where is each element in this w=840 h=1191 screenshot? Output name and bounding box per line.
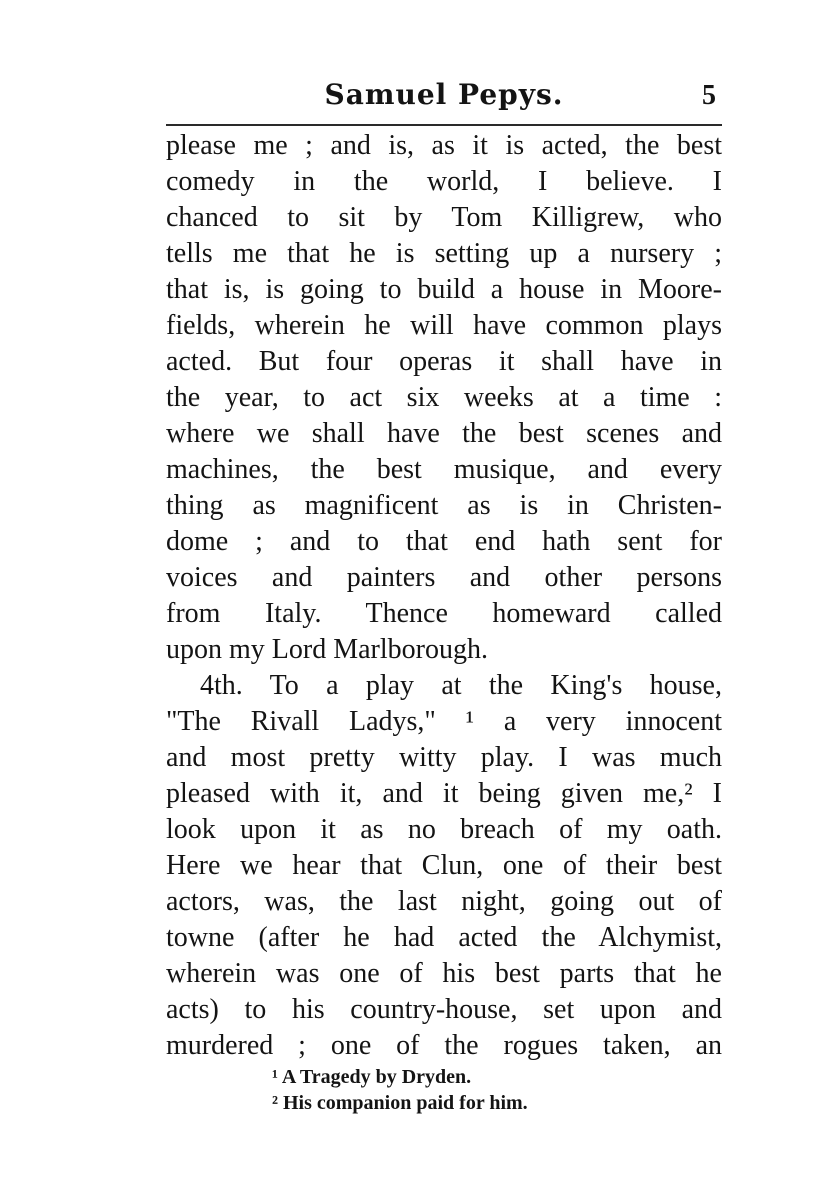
text-line: voices and painters and other persons [166,562,722,593]
text-line: thing as magnificent as is in Christen- [166,490,722,521]
text-line: towne (after he had acted the Alchymist, [166,922,722,953]
text-line: upon my Lord Marlborough. [166,634,488,665]
text-line: comedy in the world, I believe. I [166,166,722,197]
text-line: wherein was one of his best parts that he [166,958,722,989]
text-line: acted. But four operas it shall have in [166,346,722,377]
footnotes [272,1064,712,1116]
text-line: that is, is going to build a house in Moore- [166,274,722,305]
header-rule [166,124,722,126]
text-line: actors, was, the last night, going out of [166,886,722,917]
text-line: 4th. To a play at the King's house, [200,670,722,701]
text-line: "The Rivall Ladys," ¹ a very innocent [166,706,722,737]
text-line: where we shall have the best scenes and [166,418,722,449]
text-line: chanced to sit by Tom Killigrew, who [166,202,722,233]
text-line: dome ; and to that end hath sent for [166,526,722,557]
text-line: murdered ; one of the rogues taken, an [166,1030,722,1061]
body-text [166,128,722,1064]
text-line: and most pretty witty play. I was much [166,742,722,773]
text-line: tells me that he is setting up a nursery ; [166,238,722,269]
text-line: Here we hear that Clun, one of their best [166,850,722,881]
text-line: machines, the best musique, and every [166,454,722,485]
text-line: look upon it as no breach of my oath. [166,814,722,845]
text-line: the year, to act six weeks at a time : [166,382,722,413]
page-number: 5 [702,80,716,111]
footnote-2: ² His companion paid for him. [272,1092,528,1114]
running-head-title: Samuel Pepys. [324,78,564,111]
text-line: acts) to his country-house, set upon and [166,994,722,1025]
text-line: fields, wherein he will have common plays [166,310,722,341]
running-head [166,74,722,120]
text-line: please me ; and is, as it is acted, the best [166,130,722,161]
text-line: pleased with it, and it being given me,² I [166,778,722,809]
footnote-1: ¹ A Tragedy by Dryden. [272,1066,472,1088]
text-line: from Italy. Thence homeward called [166,598,722,629]
